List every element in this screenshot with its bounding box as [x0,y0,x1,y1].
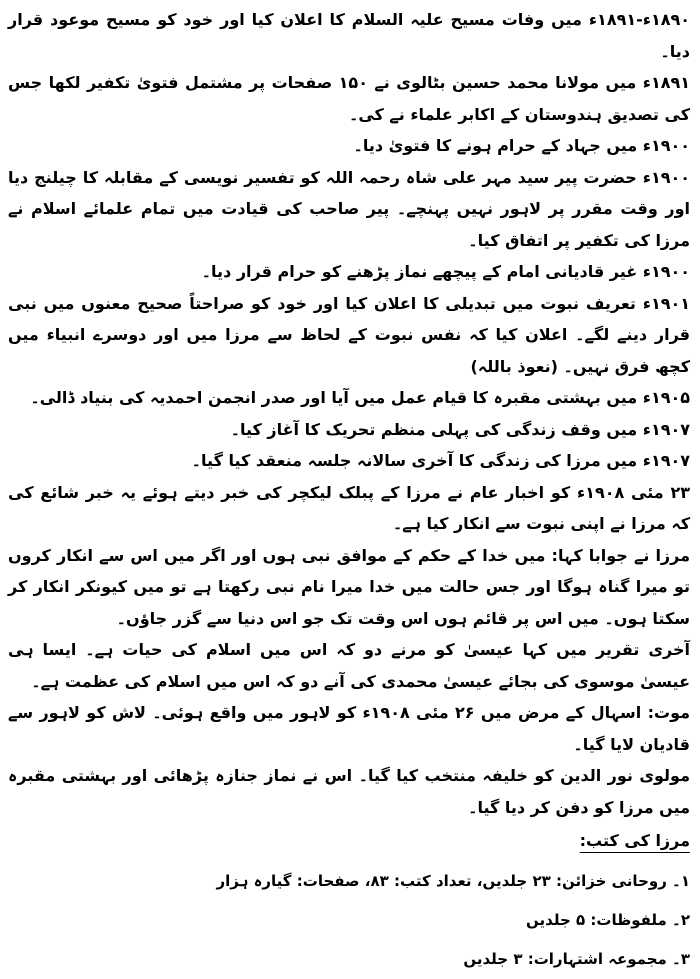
paragraph-1890-wafat-masih: ۱۸۹۰ء-۱۸۹۱ء میں وفات مسیح علیہ السلام کا اعلان کیا اور خود کو مسیح موعود قرار دیا۔ [8,10,690,61]
book-item-rohani-khazain: ۱۔ روحانی خزائن: ۲۳ جلدیں، تعداد کتب: ۸۳، صفحات: گیارہ ہزار [216,872,690,890]
paragraph-1900-namaz: ۱۹۰۰ء غیر قادیانی امام کے پیچھے نماز پڑھنے کو حرام قرار دیا۔ [201,262,690,281]
book-item-majmua-ishtiharat: ۳۔ مجموعہ اشتہارات: ۳ جلدیں [463,950,690,968]
paragraph-1908-akhbar-aam: ۲۳ مئی ۱۹۰۸ء کو اخبار عام نے مرزا کے پبلک لیکچر کی خبر دیتے ہوئے یہ خبر شائع کی کہ مرزا نے اپنی نبوت سے انکار کیا ہے۔ [8,482,690,533]
paragraph-khalifa: مولوی نور الدین کو خلیفہ منتخب کیا گیا۔ اس نے نماز جنازہ پڑھائی اور بہشتی مقبرہ میں مرزا کو دفن کر دیا گیا۔ [8,766,690,817]
paragraph-1900-jihad: ۱۹۰۰ء میں جہاد کے حرام ہونے کا فتویٰ دیا۔ [353,136,690,155]
paragraph-1905-bahishti-maqbara: ۱۹۰۵ء میں بہشتی مقبرہ کا قیام عمل میں آیا اور صدر انجمن احمدیہ کی بنیاد ڈالی۔ [30,388,690,407]
paragraph-last-speech: آخری تقریر میں کہا عیسیٰ کو مرنے دو کہ اس میں اسلام کی حیات ہے۔ ایسا ہی عیسیٰ موسوی کی بجائے عیسیٰ محمدی کی آنے دو کہ اس میں اسلام کی عظمت ہے۔ [8,640,690,691]
paragraph-1901-nubuwwat: ۱۹۰۱ء تعریف نبوت میں تبدیلی کا اعلان کیا اور خود کو صراحتاً صحیح معنوں میں نبی قرار دینے لگے۔ اعلان کیا کہ نفس نبوت کے لحاظ سے مرزا میں اور دوسرے انبیاء میں کچھ فرق نہیں۔ (نعوذ باللہ) [8,293,690,376]
paragraph-1907-waqf-zindagi: ۱۹۰۷ء میں وقف زندگی کی پہلی منظم تحریک کا آغاز کیا۔ [230,419,690,439]
paragraph-1900-pir-mehr-ali-shah: ۱۹۰۰ء حضرت پیر سید مہر علی شاہ رحمہ اللہ کو تفسیر نویسی کے مقابلہ کا چیلنج دیا اور وقت مقرر پر لاہور نہیں پہنچے۔ پیر صاحب کی قیادت میں تمام علمائے اسلام نے مرزا کی تکفیر پر اتفاق کیا۔ [8,167,690,250]
paragraph-death: موت: اسہال کے مرض میں ۲۶ مئی ۱۹۰۸ء کو لاہور میں واقع ہوئی۔ لاش کو لاہور سے قادیان لایا گیا۔ [8,703,691,754]
books-heading: مرزا کی کتب: [579,831,690,850]
book-item-malfuzat: ۲۔ ملفوظات: ۵ جلدیں [526,911,690,929]
paragraph-mirza-reply: مرزا نے جوابا کہا: میں خدا کے حکم کے موافق نبی ہوں اور اگر میں اس سے انکار کروں تو میرا گناہ ہوگا اور جس حالت میں خدا میرا نام نبی رکھتا ہے تو میں کیونکر انکار کر سکتا ہوں۔ میں اس پر قائم ہوں اس وقت تک جو اس دنیا سے گزر جاؤں۔ [8,545,691,628]
paragraph-1907-jalsa: ۱۹۰۷ء میں مرزا کی زندگی کا آخری سالانہ جلسہ منعقد کیا گیا۔ [191,451,690,470]
paragraph-1891-fatwa-takfir: ۱۸۹۱ء میں مولانا محمد حسین بٹالوی نے ۱۵۰ صفحات پر مشتمل فتویٰ تکفیر لکھا جس کی تصدیق ہندوستان کے اکابر علماء نے کی۔ [8,73,690,124]
